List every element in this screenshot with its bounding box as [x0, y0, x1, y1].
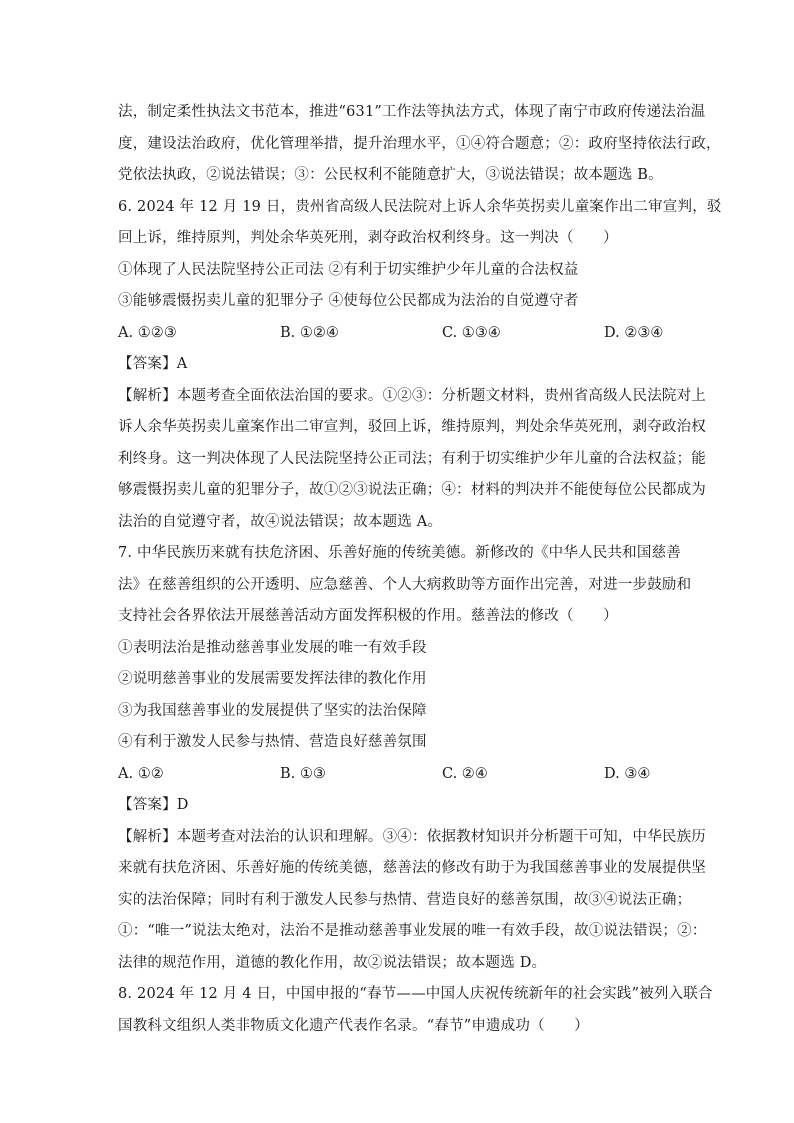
answer-option: B. ①②④ — [280, 324, 339, 341]
text-line: 来就有扶危济困、乐善好施的传统美德，慈善法的修改有助于为我国慈善事业的发展提供坚 — [118, 860, 706, 876]
text-line: 【解析】本题考查全面依法治国的要求。①②③：分析题文材料，贵州省高级人民法院对上 — [118, 387, 706, 404]
text-line: 国教科文组织人类非物质文化遗产代表作名录。“春节”申遗成功（ ） — [118, 1017, 589, 1034]
text-line: ①：“唯一”说法太绝对，法治不是推动慈善事业发展的唯一有效手段，故①说法错误；②： — [118, 923, 707, 939]
text-line: ③能够震慑拐卖儿童的犯罪分子 ④使每位公民都成为法治的自觉遵守者 — [118, 293, 579, 309]
text-line: 法律的规范作用，道德的教化作用，故②说法错误；故本题选 D。 — [118, 954, 547, 971]
text-line: 法，制定柔性执法文书范本，推进“631”工作法等执法方式，体现了南宁市政府传递法治温 — [118, 104, 706, 120]
text-line: 回上诉，维持原判，判处余华英死刑，剥夺政治权利终身。这一判决（ ） — [118, 230, 618, 246]
text-line: 【答案】A — [118, 356, 188, 372]
text-line: 法治的自觉遵守者，故④说法错误；故本题选 A。 — [118, 513, 443, 530]
answer-option: C. ①③④ — [442, 324, 501, 341]
text-line: 党依法执政，②说法错误；③：公民权利不能随意扩大，③说法错误；故本题选 B。 — [118, 167, 663, 183]
text-line: ②说明慈善事业的发展需要发挥法律的教化作用 — [118, 671, 427, 687]
answer-option: D. ③④ — [604, 765, 651, 782]
text-line: ①体现了人民法院坚持公正司法 ②有利于切实维护少年儿童的合法权益 — [118, 261, 579, 278]
answer-option: B. ①③ — [280, 765, 326, 782]
answer-option: C. ②④ — [442, 765, 488, 782]
text-line: ④有利于激发人民参与热情、营造良好慈善氛围 — [118, 734, 427, 750]
answer-option: A. ①②③ — [118, 324, 177, 341]
text-line: 诉人余华英拐卖儿童案作出二审宣判，驳回上诉，维持原判，判处余华英死刑，剥夺政治权 — [118, 419, 706, 435]
text-line: 法》在慈善组织的公开透明、应急慈善、个人大病救助等方面作出完善，对进一步鼓励和 — [118, 576, 692, 593]
answer-option: A. ①② — [118, 765, 164, 782]
text-line: 6. 2024 年 12 月 19 日，贵州省高级人民法院对上诉人余华英拐卖儿童案作出二审宣判，驳 — [118, 198, 722, 215]
text-line: 利终身。这一判决体现了人民法院坚持公正司法；有利于切实维护少年儿童的合法权益；能 — [118, 450, 706, 467]
text-line: 支持社会各界依法开展慈善活动方面发挥积极的作用。慈善法的修改（ ） — [118, 608, 618, 624]
text-line: 度，建设法治政府，优化管理举措，提升治理水平，①④符合题意；②：政府坚持依法行政， — [118, 135, 721, 152]
text-line: 实的法治保障；同时有利于激发人民参与热情、营造良好的慈善氛围，故③④说法正确； — [118, 891, 692, 908]
text-line: 【解析】本题考查对法治的认识和理解。③④：依据教材知识并分析题干可知，中华民族历 — [118, 828, 706, 845]
answer-option: D. ②③④ — [604, 324, 664, 341]
text-line: ③为我国慈善事业的发展提供了坚实的法治保障 — [118, 702, 427, 719]
text-line: 【答案】D — [118, 797, 189, 813]
text-line: 7. 中华民族历来就有扶危济困、乐善好施的传统美德。新修改的《中华人民共和国慈善 — [118, 545, 681, 561]
text-line: ①表明法治是推动慈善事业发展的唯一有效手段 — [118, 639, 427, 656]
text-line: 8. 2024 年 12 月 4 日，中国申报的“春节——中国人庆祝传统新年的社会实践”被列入联合 — [118, 986, 713, 1002]
text-line: 够震慑拐卖儿童的犯罪分子，故①②③说法正确；④：材料的判决并不能使每位公民都成为 — [118, 482, 706, 498]
